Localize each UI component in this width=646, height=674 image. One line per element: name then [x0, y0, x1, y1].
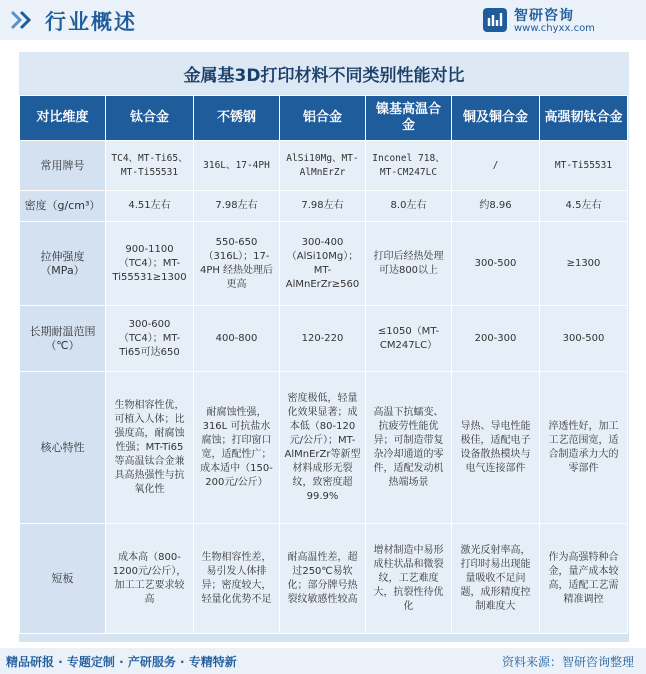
table-cell: 激光反射率高，打印时易出现能量吸收不足问题，成形精度控制难度大: [452, 524, 540, 634]
table-cell: 8.0左右: [366, 191, 452, 222]
table-cell: TC4、MT-Ti65、MT-Ti55531: [106, 141, 194, 191]
col-header-copper: 铜及铜合金: [452, 96, 540, 141]
table-row-features: [20, 372, 628, 524]
table-cell: 生物相容性差，易引发人体排异；密度较大，轻量化优势不足: [194, 524, 280, 634]
table-cell: MT-Ti55531: [540, 141, 628, 191]
chevron-marks-icon: [10, 10, 42, 30]
page-header: [0, 0, 646, 40]
col-header-stainless: 不锈钢: [194, 96, 280, 141]
table-cell: 高温下抗蠕变、抗疲劳性能优异；可制造带复杂冷却通道的零件，适配发动机热端场景: [366, 372, 452, 524]
col-header-high-strength-titanium: 高强韧钛合金: [540, 96, 628, 141]
page-footer: [0, 648, 646, 674]
table-cell: 耐腐蚀性强，316L 可抗盐水腐蚀；打印窗口宽，适配性广；成本适中（150-200元/公斤）: [194, 372, 280, 524]
caption-bar: [19, 52, 629, 94]
table-cell: ≥1300: [540, 222, 628, 306]
row-label: 密度（g/cm³）: [20, 191, 106, 222]
table-row-weaknesses: [20, 524, 628, 634]
table-cell: 300-600（TC4）；MT-Ti65可达650: [106, 306, 194, 372]
brand[interactable]: [482, 4, 632, 38]
brand-logo-icon: [482, 7, 508, 33]
table-row-density: [20, 191, 628, 222]
table-cell: 7.98左右: [280, 191, 366, 222]
col-header-titanium: 钛合金: [106, 96, 194, 141]
table-cell: 4.5左右: [540, 191, 628, 222]
table-cell: 200-300: [452, 306, 540, 372]
table-cell: 导热、导电性能极佳，适配电子设备散热模块与电气连接部件: [452, 372, 540, 524]
comparison-table: [19, 95, 628, 634]
table-cell: 生物相容性优，可植入人体；比强度高，耐腐蚀性强；MT-Ti65 等高温钛合金兼具高热强性与抗氧化性: [106, 372, 194, 524]
table-cell: 4.51左右: [106, 191, 194, 222]
table-cell: 300-400（AlSi10Mg）；MT-AlMnErZr≥560: [280, 222, 366, 306]
table-cell: 300-500: [452, 222, 540, 306]
table-row-grades: [20, 141, 628, 191]
col-header-dimension: 对比维度: [20, 96, 106, 141]
table-cell: 作为高强特种合金，量产成本较高，适配工艺需精准调控: [540, 524, 628, 634]
row-label: 核心特性: [20, 372, 106, 524]
table-cell: 增材制造中易形成柱状晶和微裂纹，工艺难度大，抗裂性待优化: [366, 524, 452, 634]
table-cell: ≤1050（MT-CM247LC）: [366, 306, 452, 372]
table-cell: 淬透性好，加工工艺范围宽，适合制造承力大的零部件: [540, 372, 628, 524]
table-cell: 密度极低，轻量化效果显著；成本低（80-120元/公斤）；MT-AlMnErZr等新型材料成形无裂纹，致密度超99.9%: [280, 372, 366, 524]
col-header-nickel: 镍基高温合金: [366, 96, 452, 141]
table-header-row: [20, 96, 628, 141]
table-row-tensile: [20, 222, 628, 306]
footer-services: 精品研报 · 专题定制 · 产研服务 · 专精特新: [6, 655, 237, 669]
col-header-aluminum: 铝合金: [280, 96, 366, 141]
brand-url: www.chyxx.com: [514, 23, 595, 34]
brand-name: 智研咨询: [514, 8, 574, 24]
footer-source: 资料来源：智研咨询整理: [501, 655, 634, 669]
table-cell: 550-650（316L）；17-4PH 经热处理后更高: [194, 222, 280, 306]
table-cell: 400-800: [194, 306, 280, 372]
table-caption: 金属基3D打印材料不同类别性能对比: [183, 66, 465, 86]
table-row-temperature: [20, 306, 628, 372]
table-cell: /: [452, 141, 540, 191]
row-label: 拉伸强度（MPa）: [20, 222, 106, 306]
table-cell: 成本高（800-1200元/公斤），加工工艺要求较高: [106, 524, 194, 634]
table-cell: AlSi10Mg、MT-AlMnErZr: [280, 141, 366, 191]
table-cell: 打印后经热处理可达800以上: [366, 222, 452, 306]
table-cell: 120-220: [280, 306, 366, 372]
table-cell: 316L、17-4PH: [194, 141, 280, 191]
page-title: 行业概述: [45, 10, 137, 34]
table-cell: Inconel 718、MT-CM247LC: [366, 141, 452, 191]
table-cell: 900-1100（TC4）；MT-Ti55531≥1300: [106, 222, 194, 306]
table-cell: 耐高温性差，超过250℃易软化；部分牌号热裂纹敏感性较高: [280, 524, 366, 634]
table-cell: 300-500: [540, 306, 628, 372]
table-cell: 约8.96: [452, 191, 540, 222]
table-cell: 7.98左右: [194, 191, 280, 222]
row-label: 常用牌号: [20, 141, 106, 191]
row-label: 短板: [20, 524, 106, 634]
row-label: 长期耐温范围（℃）: [20, 306, 106, 372]
